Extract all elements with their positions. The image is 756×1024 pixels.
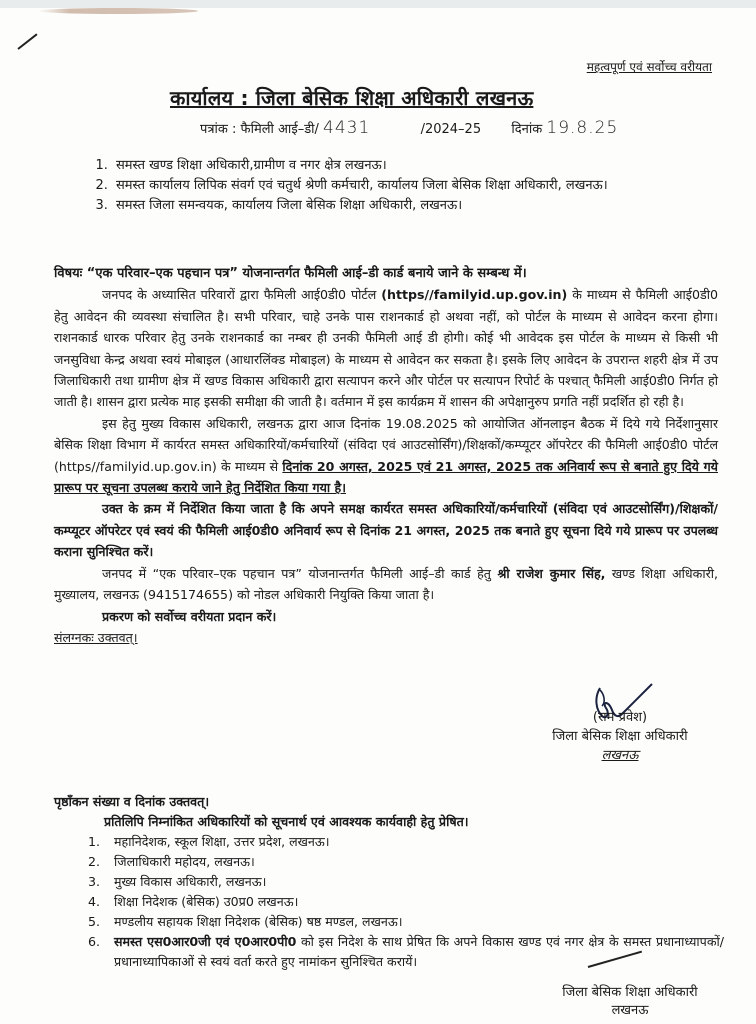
signatory-name: (राम प्रवेश) bbox=[592, 710, 648, 725]
office-title: कार्यालय : जिला बेसिक शिक्षा अधिकारी लखनऊ bbox=[170, 86, 534, 110]
addressee-item: 1. समस्त खण्ड शिक्षा अधिकारी,ग्रामीण व नगर क्षेत्र लखनऊ। bbox=[112, 156, 752, 176]
pen-mark bbox=[17, 33, 37, 49]
copy-item bbox=[104, 932, 724, 972]
signatory-designation: जिला बेसिक शिक्षा अधिकारी bbox=[552, 729, 688, 744]
signatory-block bbox=[520, 708, 720, 765]
copy-6-recipients: समस्त एस0आर0जी एवं ए0आर0पी0 bbox=[114, 934, 297, 949]
ref-year: /2024–25 bbox=[420, 122, 482, 137]
paragraph-text: जनपद में “एक परिवार–एक पहचान पत्र” योजनान्तर्गत फैमिली आई–डी कार्ड हेतु bbox=[102, 565, 498, 581]
addressee-item: 2. समस्त कार्यालय लिपिक संवर्ग एवं चतुर्थ श्रेणी कर्मचारी, कार्यालय जिला बेसिक शिक्षा अधिकारी, लखनऊ। bbox=[112, 176, 752, 196]
copy-item: 4. शिक्षा निदेशक (बेसिक) उ0प्र0 लखनऊ। bbox=[104, 892, 724, 912]
paragraph-1 bbox=[54, 284, 718, 412]
ref-number: 4431 bbox=[323, 118, 371, 138]
date-label: दिनांक bbox=[511, 122, 543, 137]
letter-body bbox=[54, 263, 718, 648]
copy-intro: प्रतिलिपि निम्नांकित अधिकारियों को सूचनार्थ एवं आवश्यक कार्यवाही हेतु प्रेषित। bbox=[104, 814, 469, 829]
copy-6-text: को इस निदेश के साथ प्रेषित कि अपने विकास खण्ड एवं नगर क्षेत्र के समस्त प्रधानाध्यापकों/प्रधानाध्यापिकाओं से स्वयं वर्ता करते हुए नामांकन सुनिश्चित करायें। bbox=[114, 934, 725, 969]
paragraph-2 bbox=[54, 413, 718, 499]
nodal-officer-name: श्री राजेश कुमार सिंह, bbox=[497, 565, 606, 581]
portal-url: (https//familyid.up.gov.in) bbox=[381, 287, 568, 303]
addressee-item: 3. समस्त जिला समन्वयक, कार्यालय जिला बेसिक शिक्षा अधिकारी, लखनऊ। bbox=[112, 196, 752, 216]
endorsement-line: पृष्ठाँकन संख्या व दिनांक उक्तवत्। bbox=[54, 794, 210, 809]
paragraph-5: प्रकरण को सर्वोच्च वरीयता प्रदान करें। bbox=[102, 608, 277, 624]
paragraph-text: खण्ड शिक्षा अधिकारी, मुख्यालय, लखनऊ (9415174655) को नोडल अधिकारी नियुक्ति किया जाता है। bbox=[54, 565, 718, 603]
reference-line bbox=[200, 118, 618, 138]
copy-list bbox=[54, 832, 724, 972]
paragraph-4 bbox=[54, 563, 718, 606]
footer-signatory bbox=[540, 984, 720, 1020]
paragraph-text: इस हेतु मुख्य विकास अधिकारी, लखनऊ द्वारा आज दिनांक 19.08.2025 को आयोजित ऑनलाइन बैठक में दिये गये निर्देशानुसार बेसिक शिक्षा विभाग में कार्यरत समस्त अधिकारियों/कर्मचारियों (संविदा एवं आउटसोर्सिंग)/शिक्षकों/कम्प्यूटर ऑपरेटर की फैमिली आई0डी0 पोर्टल (https//familyid.up.gov.in) के माध्यम से bbox=[54, 415, 719, 474]
signatory-city: लखनऊ bbox=[601, 748, 639, 763]
letter-page bbox=[0, 8, 756, 1024]
deadline-instruction: दिनांक 20 अगस्त, 2025 एवं 21 अगस्त, 2025 तक अनिवार्य रूप से बनाते हुए दिये गये प्रारूप पर सूचना उपलब्ध कराये जाने हेतु निर्देशित किया गया है। bbox=[54, 458, 718, 496]
paragraph-text: जनपद के अध्यासित परिवारों द्वारा फैमिली आई0डी0 पोर्टल bbox=[102, 287, 382, 303]
copy-item: 1. महानिदेशक, स्कूल शिक्षा, उत्तर प्रदेश, लखनऊ। bbox=[104, 832, 724, 852]
priority-label: महत्वपूर्ण एवं सर्वोच्च वरीयता bbox=[586, 60, 712, 74]
date-value: 19.8.25 bbox=[546, 118, 619, 138]
paragraph-text: के माध्यम से फैमिली आई0डी0 हेतु आवेदन की व्यवस्था संचालित है। सभी परिवार, चाहे उनके पास राशनकार्ड हो अथवा नहीं, को पोर्टल के माध्यम से आवेदन करना होगा। राशनकार्ड धारक परिवार हेतु उनके राशनकार्ड का नम्बर ही उनकी फैमिली आई डी होगी। कोई भी आवेदक इस पोर्टल के माध्यम से किसी भी जनसुविधा केन्द्र अथवा स्वयं मोबाइल (आधारलिंक्ड मोबाइल) के माध्यम से आवेदन कर सकता है। इसके लिए आवेदन के उपरान्त शहरी क्षेत्र में उप जिलाधिकारी तथा ग्रामीण क्षेत्र में खण्ड विकास अधिकारी द्वारा सत्यापन करने और पोर्टल पर सत्यापन रिपोर्ट के पश्चात् फैमिली आई0डी0 निर्गत हो जाती है। शासन द्वारा प्रत्येक माह इसकी समीक्षा की जाती है। वर्तमान में इस कार्यक्रम में शासन की अपेक्षानुरुप प्रगति नहीं प्रदर्शित हो रही है। bbox=[54, 287, 718, 410]
copy-item: 2. जिलाधिकारी महोदय, लखनऊ। bbox=[104, 852, 724, 872]
footer-designation: जिला बेसिक शिक्षा अधिकारी bbox=[562, 985, 698, 1000]
ref-prefix: पत्रांक : फैमिली आई–डी/ bbox=[200, 122, 319, 137]
copy-item: 3. मुख्य विकास अधिकारी, लखनऊ। bbox=[104, 872, 724, 892]
attachment-note: संलग्नकः उक्तवत्। bbox=[54, 629, 138, 645]
paragraph-3: उक्त के क्रम में निर्देशित किया जाता है कि अपने समक्ष कार्यरत समस्त अधिकारियों/कर्मचारियों (संविदा एवं आउटसोर्सिंग)/शिक्षकों/कम्प्यूटर ऑपरेटर एवं स्वयं की फैमिली आई0डी0 अनिवार्य रूप से दिनांक 21 अगस्त, 2025 तक बनाते हुए सूचना दिये गये प्रारूप पर उपलब्ध कराना सुनिश्चित करें। bbox=[54, 501, 718, 560]
paper-edge bbox=[38, 8, 198, 14]
subject-line: विषयः “एक परिवार–एक पहचान पत्र” योजनान्तर्गत फैमिली आई–डी कार्ड बनाये जाने के सम्बन्ध में। bbox=[54, 266, 527, 281]
addressee-list bbox=[88, 156, 752, 216]
copy-item: 5. मण्डलीय सहायक शिक्षा निदेशक (बेसिक) षष्ठ मण्डल, लखनऊ। bbox=[104, 912, 724, 932]
footer-city: लखनऊ bbox=[611, 1003, 649, 1018]
endorsement-section bbox=[54, 792, 724, 972]
